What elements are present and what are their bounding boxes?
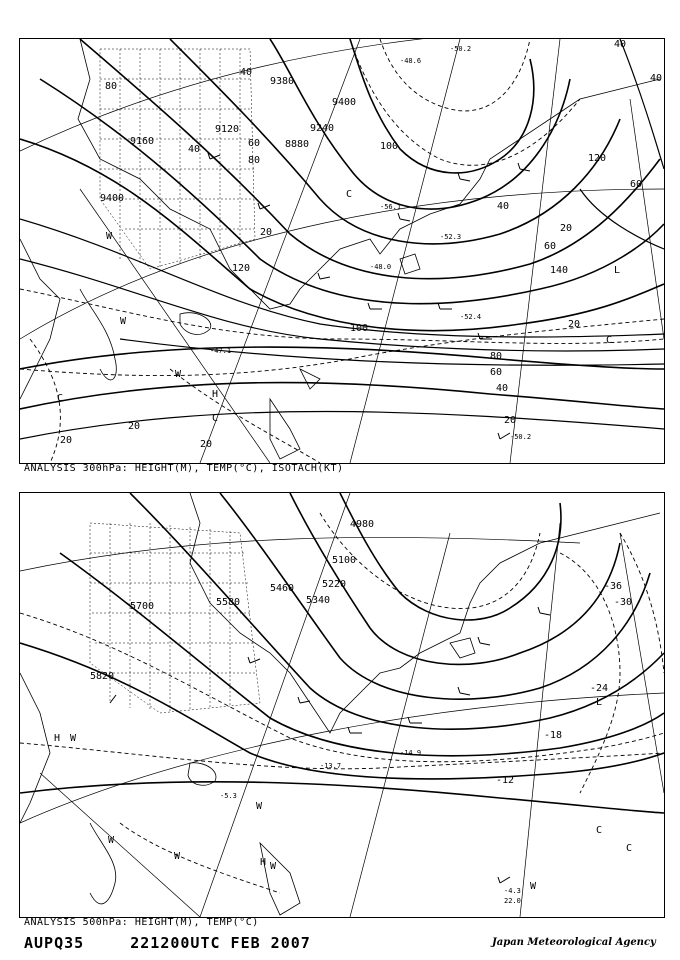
isotach-label: 100 (380, 141, 399, 152)
temp-label: -12 (496, 775, 515, 786)
center-marker: H (260, 857, 267, 868)
isotach-label: 20 (128, 421, 141, 432)
temp-label: -24 (590, 683, 609, 694)
jet-hatch-area (100, 49, 255, 269)
temp-label: -56.1 (380, 203, 402, 211)
wind-barbs (208, 153, 530, 439)
map-panel-300hpa (19, 38, 665, 464)
temp-label: -52.4 (460, 313, 482, 321)
isotherms (20, 513, 664, 893)
isotach-label: 20 (560, 223, 573, 234)
height-label: 8880 (285, 139, 310, 150)
isotach-label: 20 (200, 439, 213, 450)
map-500hpa-svg (20, 493, 664, 917)
isotach-label: 80 (248, 155, 261, 166)
height-label: 9380 (270, 76, 295, 87)
isotach-label: 40 (188, 144, 201, 155)
isotach-label: 60 (490, 367, 503, 378)
isotach-label: 40 (497, 201, 510, 212)
center-marker: W (270, 861, 277, 872)
height-label: 9400 (100, 193, 125, 204)
pressure-centers (57, 189, 620, 424)
temp-label: -30 (614, 597, 633, 608)
center-marker: W (256, 801, 263, 812)
isotach-label: 100 (350, 323, 369, 334)
panel-500-caption: ANALYSIS 500hPa: HEIGHT(M), TEMP(°C) (24, 917, 259, 928)
center-marker: C (596, 825, 603, 836)
center-marker: W (108, 835, 115, 846)
height-label: 9120 (215, 124, 240, 135)
height-label: 5820 (90, 671, 115, 682)
isotach-label: 60 (544, 241, 557, 252)
height-label: 5220 (322, 579, 347, 590)
temp-label: -50.2 (510, 433, 532, 441)
height-label: 5700 (130, 601, 155, 612)
center-marker: C (57, 393, 64, 404)
center-marker: C (606, 335, 613, 346)
chart-footer (24, 934, 311, 952)
isotach-label: 120 (588, 153, 607, 164)
temp-label: -36 (604, 581, 623, 592)
center-marker: H (212, 389, 219, 400)
chart-id: AUPQ35 (24, 934, 85, 952)
temp-label: -4.3 (504, 887, 521, 895)
center-marker: C (212, 413, 219, 424)
height-contours (20, 493, 664, 813)
isotach-label: 40 (650, 73, 663, 84)
isotach-label: 40 (614, 39, 627, 50)
isotach-label: 60 (248, 138, 261, 149)
temp-label: -13.7 (320, 762, 342, 770)
height-label: 5460 (270, 583, 295, 594)
temp-label: -48.0 (370, 263, 392, 271)
agency-name: Japan Meteorological Agency (492, 937, 656, 948)
center-marker: C (346, 189, 353, 200)
isotach-label: 40 (496, 383, 509, 394)
height-label: 9160 (130, 136, 155, 147)
warm-hatch-area (90, 523, 260, 713)
height-label: 9400 (332, 97, 357, 108)
isotach-label: 60 (630, 179, 643, 190)
isotach-label: 80 (105, 81, 118, 92)
temp-label: -47.1 (210, 347, 232, 355)
map-300hpa-svg (20, 39, 664, 463)
wind-barbs (110, 607, 550, 883)
temperature-labels (210, 45, 531, 441)
temp-label: 22.0 (504, 897, 521, 905)
center-marker: W (70, 733, 77, 744)
height-label: 4980 (350, 519, 375, 530)
center-marker: L (596, 697, 603, 708)
height-labels (100, 76, 356, 204)
isotach-label: 20 (60, 435, 73, 446)
center-marker: W (120, 316, 127, 327)
isotach-label: 140 (550, 265, 569, 276)
valid-time: 221200UTC FEB 2007 (130, 934, 311, 952)
height-label: 5580 (216, 597, 241, 608)
center-marker: W (175, 369, 182, 380)
isotach-label: 20 (260, 227, 273, 238)
height-label: 5340 (306, 595, 331, 606)
isotach-label: 80 (490, 351, 503, 362)
map-panel-500hpa (19, 492, 665, 918)
center-marker: L (614, 265, 621, 276)
temp-label: -52.3 (440, 233, 462, 241)
isotach-label: 20 (568, 319, 581, 330)
temp-label: -48.6 (400, 57, 422, 65)
center-marker: W (174, 851, 181, 862)
center-marker: C (626, 843, 633, 854)
isotach-label: 40 (240, 67, 253, 78)
temperature-labels (220, 581, 632, 905)
temp-label: -5.3 (220, 792, 237, 800)
isotach-label: 120 (232, 263, 251, 274)
height-label: 9240 (310, 123, 335, 134)
temp-label: -18 (544, 730, 563, 741)
pressure-centers (54, 697, 632, 892)
center-marker: W (530, 881, 537, 892)
isotach-label: 20 (504, 415, 517, 426)
temp-label: -50.2 (450, 45, 472, 53)
temp-label: -14.9 (400, 749, 422, 757)
center-marker: W (106, 231, 113, 242)
panel-300-caption: ANALYSIS 300hPa: HEIGHT(M), TEMP(°C), ISOTACH(KT) (24, 463, 344, 474)
center-marker: H (54, 733, 61, 744)
height-label: 5100 (332, 555, 357, 566)
